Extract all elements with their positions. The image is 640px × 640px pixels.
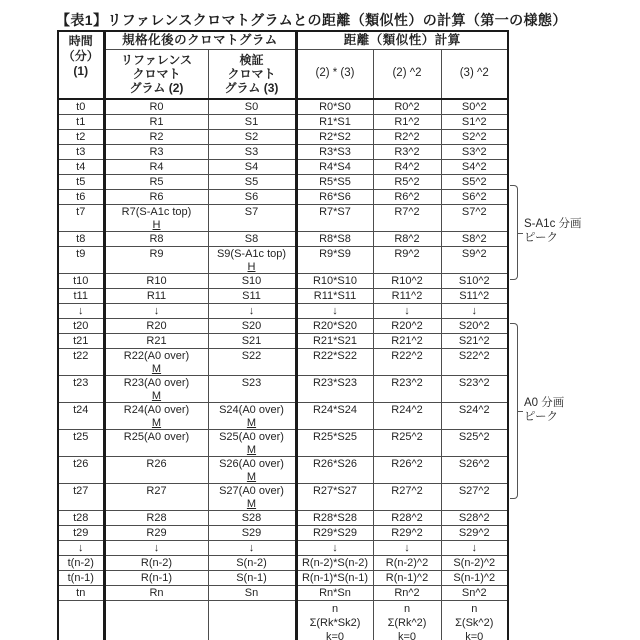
table-row (58, 556, 508, 571)
value-cell: S5 (208, 175, 296, 190)
value-cell: R1 (104, 115, 208, 130)
value-cell: S10^2 (441, 274, 508, 289)
time-cell: t29 (58, 526, 104, 541)
normalized-chromatogram-group-header: 規格化後のクロマトグラム (104, 31, 296, 49)
table-title: 【表1】リファレンスクロマトグラムとの距離（類似性）の計算（第一の様態） (56, 12, 567, 28)
cell-peak-mark: M (246, 471, 257, 483)
summation-line: n (471, 603, 478, 615)
value-cell (296, 601, 373, 640)
table-row (58, 289, 508, 304)
value-cell (104, 403, 208, 430)
value-cell: R24*S24 (296, 403, 373, 430)
summation-line: k=0 (397, 631, 417, 640)
value-cell: R29^2 (373, 526, 441, 541)
value-cell: R11*S11 (296, 289, 373, 304)
time-column-header (58, 31, 104, 99)
time-cell: t25 (58, 430, 104, 457)
value-cell (208, 601, 296, 640)
table-row (58, 334, 508, 349)
value-cell: R26*S26 (296, 457, 373, 484)
value-cell: S25^2 (441, 430, 508, 457)
value-cell: R9*S9 (296, 247, 373, 274)
value-cell: R(n-2) (104, 556, 208, 571)
cell-main-text: R22(A0 over) (123, 350, 190, 362)
value-cell: S26^2 (441, 457, 508, 484)
table-row (58, 430, 508, 457)
time-cell: ↓ (58, 541, 104, 556)
time-cell: t28 (58, 511, 104, 526)
table-row (58, 511, 508, 526)
ref-header-line: グラム (2) (129, 80, 184, 95)
ellipsis-row (58, 541, 508, 556)
value-cell: R0^2 (373, 99, 441, 115)
time-header-line: (1) (73, 64, 89, 78)
cell-main-text: S25(A0 over) (219, 431, 284, 443)
ref-header-line: クロマト (132, 66, 181, 81)
value-cell: R1^2 (373, 115, 441, 130)
value-cell: S9^2 (441, 247, 508, 274)
time-cell: t27 (58, 484, 104, 511)
summation-line: n (403, 603, 411, 615)
value-cell: S4^2 (441, 160, 508, 175)
time-cell: t20 (58, 319, 104, 334)
value-cell: R20*S20 (296, 319, 373, 334)
value-cell (208, 457, 296, 484)
a0-peak-bracket (510, 323, 518, 499)
table-row (58, 115, 508, 130)
value-cell: R5^2 (373, 175, 441, 190)
cell-main-text: S27(A0 over) (219, 485, 284, 497)
value-cell: R11^2 (373, 289, 441, 304)
value-cell: S21 (208, 334, 296, 349)
table-row (58, 526, 508, 541)
value-cell: ↓ (208, 541, 296, 556)
ver-square-column-header: (3) ^2 (441, 49, 508, 99)
sum-row (58, 601, 508, 640)
value-cell: R(n-1)^2 (373, 571, 441, 586)
cell-peak-mark: M (151, 390, 162, 402)
value-cell (104, 376, 208, 403)
cell-peak-mark: H (152, 219, 161, 231)
value-cell: R(n-2)^2 (373, 556, 441, 571)
value-cell: S0^2 (441, 99, 508, 115)
value-cell: S23 (208, 376, 296, 403)
value-cell: S22^2 (441, 349, 508, 376)
table-row (58, 145, 508, 160)
value-cell: R26^2 (373, 457, 441, 484)
value-cell: R25*S25 (296, 430, 373, 457)
value-cell: ↓ (373, 304, 441, 319)
a0-peak-label-line: A0 分画 (524, 397, 565, 409)
value-cell: R21^2 (373, 334, 441, 349)
value-cell: S6 (208, 190, 296, 205)
value-cell: S7^2 (441, 205, 508, 232)
table-row (58, 484, 508, 511)
value-cell: S11 (208, 289, 296, 304)
value-cell: S22 (208, 349, 296, 376)
value-cell: R21*S21 (296, 334, 373, 349)
value-cell: R1*S1 (296, 115, 373, 130)
value-cell: R10 (104, 274, 208, 289)
value-cell: ↓ (296, 304, 373, 319)
value-cell: S29 (208, 526, 296, 541)
value-cell (208, 403, 296, 430)
time-cell: tn (58, 586, 104, 601)
value-cell: R5*S5 (296, 175, 373, 190)
cell-main-text: S26(A0 over) (219, 458, 284, 470)
value-cell: R29 (104, 526, 208, 541)
time-cell: t26 (58, 457, 104, 484)
value-cell: R20^2 (373, 319, 441, 334)
value-cell: ↓ (104, 541, 208, 556)
time-cell: t23 (58, 376, 104, 403)
table-row (58, 403, 508, 430)
value-cell: S20 (208, 319, 296, 334)
value-cell: S8 (208, 232, 296, 247)
value-cell: R3^2 (373, 145, 441, 160)
cell-peak-mark: M (151, 417, 162, 429)
ellipsis-row (58, 304, 508, 319)
value-cell: R24^2 (373, 403, 441, 430)
value-cell: ↓ (373, 541, 441, 556)
value-cell: Rn*Sn (296, 586, 373, 601)
value-cell: R26 (104, 457, 208, 484)
value-cell: Rn (104, 586, 208, 601)
reference-chromatogram-header (104, 49, 208, 99)
time-cell: t4 (58, 160, 104, 175)
time-cell (58, 601, 104, 640)
table-row (58, 586, 508, 601)
value-cell: R23*S23 (296, 376, 373, 403)
value-cell: R9^2 (373, 247, 441, 274)
value-cell: R11 (104, 289, 208, 304)
sa1c-peak-bracket (510, 185, 518, 280)
value-cell: S5^2 (441, 175, 508, 190)
table-row (58, 319, 508, 334)
value-cell: R4 (104, 160, 208, 175)
value-cell: R23^2 (373, 376, 441, 403)
value-cell: R2^2 (373, 130, 441, 145)
value-cell: R28 (104, 511, 208, 526)
value-cell: R0*S0 (296, 99, 373, 115)
table-row (58, 274, 508, 289)
time-cell: t5 (58, 175, 104, 190)
verification-chromatogram-header (208, 49, 296, 99)
table-row (58, 232, 508, 247)
value-cell: R8^2 (373, 232, 441, 247)
value-cell: S24^2 (441, 403, 508, 430)
value-cell: S(n-2) (208, 556, 296, 571)
value-cell: S20^2 (441, 319, 508, 334)
value-cell: S2^2 (441, 130, 508, 145)
value-cell: R28*S28 (296, 511, 373, 526)
cell-peak-mark: M (246, 444, 257, 456)
value-cell: R7^2 (373, 205, 441, 232)
value-cell: S10 (208, 274, 296, 289)
value-cell: R4^2 (373, 160, 441, 175)
a0-peak-label (524, 396, 564, 424)
product-column-header: (2) * (3) (296, 49, 373, 99)
value-cell: S21^2 (441, 334, 508, 349)
value-cell: S8^2 (441, 232, 508, 247)
value-cell: S29^2 (441, 526, 508, 541)
value-cell (104, 601, 208, 640)
table-row (58, 571, 508, 586)
value-cell (208, 247, 296, 274)
value-cell: R27*S27 (296, 484, 373, 511)
value-cell: R5 (104, 175, 208, 190)
cell-peak-mark: H (247, 261, 256, 273)
value-cell: R3 (104, 145, 208, 160)
summation-line: Σ(Rk^2) (387, 617, 427, 629)
value-cell: R6^2 (373, 190, 441, 205)
value-cell: S(n-2)^2 (441, 556, 508, 571)
time-cell: t6 (58, 190, 104, 205)
value-cell: R28^2 (373, 511, 441, 526)
value-cell: R7*S7 (296, 205, 373, 232)
value-cell: S27^2 (441, 484, 508, 511)
value-cell: R(n-1) (104, 571, 208, 586)
value-cell: S3^2 (441, 145, 508, 160)
table-row (58, 175, 508, 190)
value-cell: R6 (104, 190, 208, 205)
value-cell: S23^2 (441, 376, 508, 403)
value-cell (441, 601, 508, 640)
a0-peak-label-line: ピーク (524, 411, 559, 423)
summation-line: k=0 (325, 631, 345, 640)
value-cell (104, 205, 208, 232)
value-cell: S1^2 (441, 115, 508, 130)
value-cell: R29*S29 (296, 526, 373, 541)
value-cell: ↓ (208, 304, 296, 319)
value-cell: R8*S8 (296, 232, 373, 247)
value-cell: S28 (208, 511, 296, 526)
table-row (58, 457, 508, 484)
value-cell (208, 430, 296, 457)
time-cell: t3 (58, 145, 104, 160)
time-cell: t11 (58, 289, 104, 304)
value-cell: R25(A0 over) (104, 430, 208, 457)
value-cell: R2*S2 (296, 130, 373, 145)
cell-peak-mark: M (151, 363, 162, 375)
value-cell: ↓ (296, 541, 373, 556)
value-cell: Sn (208, 586, 296, 601)
value-cell: R(n-1)*S(n-1) (296, 571, 373, 586)
value-cell: R27^2 (373, 484, 441, 511)
ver-header-line: グラム (3) (224, 80, 279, 95)
value-cell: R22^2 (373, 349, 441, 376)
table-row (58, 99, 508, 115)
value-cell: S1 (208, 115, 296, 130)
value-cell: ↓ (441, 304, 508, 319)
value-cell: R4*S4 (296, 160, 373, 175)
sa1c-peak-label-line: ピーク (524, 232, 559, 244)
cell-main-text: S24(A0 over) (219, 404, 284, 416)
time-cell: t9 (58, 247, 104, 274)
time-header-line: （分） (62, 49, 99, 63)
summation-line: n (331, 603, 339, 615)
value-cell: R3*S3 (296, 145, 373, 160)
value-cell: S(n-1)^2 (441, 571, 508, 586)
distance-calc-group-header: 距離（類似性）計算 (296, 31, 508, 49)
value-cell: S0 (208, 99, 296, 115)
time-cell: t(n-1) (58, 571, 104, 586)
time-cell: ↓ (58, 304, 104, 319)
time-header-line: 時間 (68, 34, 93, 48)
value-cell: R20 (104, 319, 208, 334)
chromatogram-distance-table (57, 30, 509, 640)
cell-main-text: S9(S-A1c top) (216, 248, 287, 260)
time-cell: t2 (58, 130, 104, 145)
table-row (58, 190, 508, 205)
value-cell: S(n-1) (208, 571, 296, 586)
table-row (58, 349, 508, 376)
value-cell: R27 (104, 484, 208, 511)
cell-peak-mark: M (246, 417, 257, 429)
cell-main-text: R24(A0 over) (123, 404, 190, 416)
time-cell: t22 (58, 349, 104, 376)
value-cell: ↓ (441, 541, 508, 556)
value-cell: S6^2 (441, 190, 508, 205)
ver-header-line: 検証 (239, 52, 264, 67)
value-cell (208, 484, 296, 511)
table-row (58, 160, 508, 175)
header-group-row (58, 31, 508, 49)
ver-header-line: クロマト (227, 66, 276, 81)
value-cell: R(n-2)*S(n-2) (296, 556, 373, 571)
table-row (58, 205, 508, 232)
time-cell: t10 (58, 274, 104, 289)
value-cell: R8 (104, 232, 208, 247)
table-row (58, 130, 508, 145)
value-cell (104, 349, 208, 376)
time-cell: t(n-2) (58, 556, 104, 571)
summation-line: Σ(Rk*Sk2) (309, 617, 361, 629)
value-cell: S7 (208, 205, 296, 232)
table-body (58, 99, 508, 640)
value-cell: R9 (104, 247, 208, 274)
time-cell: t0 (58, 99, 104, 115)
header-sub-row (58, 49, 508, 99)
sa1c-peak-label-line: S-A1c 分画 (524, 218, 582, 230)
value-cell: S2 (208, 130, 296, 145)
value-cell: ↓ (104, 304, 208, 319)
cell-main-text: R7(S-A1c top) (121, 206, 192, 218)
value-cell: R21 (104, 334, 208, 349)
value-cell: R0 (104, 99, 208, 115)
sa1c-peak-label (524, 217, 582, 245)
value-cell: R2 (104, 130, 208, 145)
value-cell: S4 (208, 160, 296, 175)
table-row (58, 247, 508, 274)
table-row (58, 376, 508, 403)
time-cell: t24 (58, 403, 104, 430)
value-cell: S3 (208, 145, 296, 160)
value-cell: Rn^2 (373, 586, 441, 601)
value-cell: S11^2 (441, 289, 508, 304)
value-cell: R6*S6 (296, 190, 373, 205)
ref-header-line: リファレンス (120, 52, 193, 67)
value-cell: R25^2 (373, 430, 441, 457)
value-cell: Sn^2 (441, 586, 508, 601)
cell-peak-mark: M (246, 498, 257, 510)
cell-main-text: R23(A0 over) (123, 377, 190, 389)
summation-line: k=0 (465, 631, 484, 640)
time-cell: t21 (58, 334, 104, 349)
value-cell: R10^2 (373, 274, 441, 289)
time-cell: t8 (58, 232, 104, 247)
value-cell: R10*S10 (296, 274, 373, 289)
value-cell: R22*S22 (296, 349, 373, 376)
summation-line: Σ(Sk^2) (455, 617, 494, 629)
ref-square-column-header: (2) ^2 (373, 49, 441, 99)
time-cell: t7 (58, 205, 104, 232)
value-cell: S28^2 (441, 511, 508, 526)
value-cell (373, 601, 441, 640)
table-header (58, 31, 508, 99)
time-cell: t1 (58, 115, 104, 130)
